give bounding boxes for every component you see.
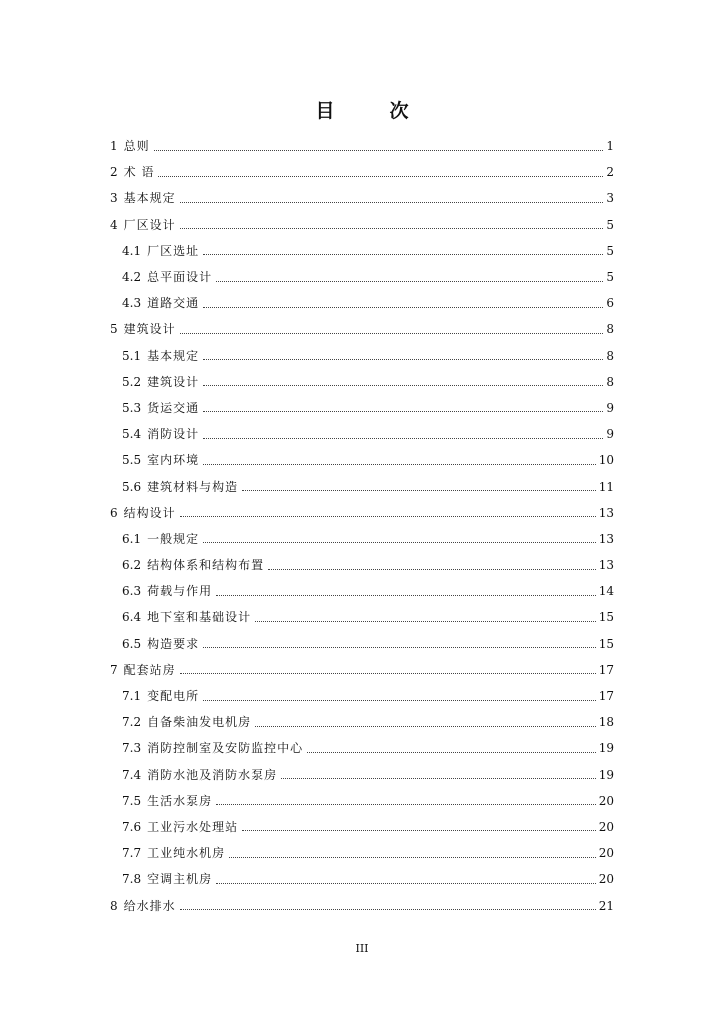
toc-entry-label: 道路交通 xyxy=(147,296,200,311)
toc-dot-leader xyxy=(180,516,596,517)
toc-entry-label: 一般规定 xyxy=(147,531,200,546)
toc-dot-leader xyxy=(242,830,596,831)
toc-entry-label: 工业纯水机房 xyxy=(147,846,226,861)
toc-entry-number: 7.6 xyxy=(122,819,142,834)
toc-entry-page: 13 xyxy=(598,558,614,573)
toc-entry[interactable] xyxy=(110,447,614,473)
toc-entry-number: 7.5 xyxy=(122,793,142,808)
toc-dot-leader xyxy=(180,228,603,229)
toc-entry-page: 20 xyxy=(598,819,614,834)
toc-dot-leader xyxy=(203,438,603,439)
toc-entry-label: 构造要求 xyxy=(147,636,200,651)
toc-entry-page: 18 xyxy=(598,715,614,730)
toc-dot-leader xyxy=(180,673,596,674)
toc-entry[interactable] xyxy=(110,735,614,761)
toc-entry-number: 1 xyxy=(110,139,118,154)
toc-dot-leader xyxy=(281,778,596,779)
toc-entry-page: 15 xyxy=(598,610,614,625)
toc-entry-number: 2 xyxy=(110,165,118,180)
toc-entry[interactable] xyxy=(110,343,614,369)
toc-entry-number: 3 xyxy=(110,191,118,206)
toc-entry-number: 5.3 xyxy=(122,400,142,415)
toc-entry-number: 5.6 xyxy=(122,479,142,494)
toc-dot-leader xyxy=(180,202,603,203)
toc-entry-page: 20 xyxy=(598,872,614,887)
toc-entry-page: 15 xyxy=(598,636,614,651)
toc-entry-label: 室内环境 xyxy=(147,453,200,468)
toc-entry-label: 术 语 xyxy=(123,165,155,180)
page-number-footer: III xyxy=(355,942,369,955)
toc-entry[interactable] xyxy=(110,369,614,395)
toc-entry-page: 17 xyxy=(598,689,614,704)
toc-entry-number: 7.3 xyxy=(122,741,142,756)
toc-entry-page: 21 xyxy=(598,898,614,913)
toc-entry-number: 5.4 xyxy=(122,427,142,442)
toc-entry-label: 厂区设计 xyxy=(123,217,176,232)
toc-entry-label: 基本规定 xyxy=(123,191,176,206)
toc-dot-leader xyxy=(203,254,603,255)
toc-entry-label: 建筑设计 xyxy=(123,322,176,337)
toc-entry[interactable] xyxy=(110,892,614,918)
toc-dot-leader xyxy=(158,176,603,177)
toc-entry-page: 8 xyxy=(606,374,614,389)
toc-entry-page: 13 xyxy=(598,505,614,520)
toc-entry-label: 配套站房 xyxy=(123,662,176,677)
toc-entry-page: 20 xyxy=(598,846,614,861)
toc-dot-leader xyxy=(203,700,596,701)
toc-entry-label: 总则 xyxy=(123,139,150,154)
toc-entry-page: 8 xyxy=(606,348,614,363)
toc-entry-page: 11 xyxy=(598,479,614,494)
toc-entry-label: 厂区选址 xyxy=(147,243,200,258)
toc-entry[interactable] xyxy=(110,421,614,447)
toc-dot-leader xyxy=(307,752,596,753)
toc-dot-leader xyxy=(216,804,596,805)
toc-entry-number: 6.4 xyxy=(122,610,142,625)
toc-dot-leader xyxy=(216,595,596,596)
toc-entry-page: 5 xyxy=(606,270,614,285)
toc-entry[interactable] xyxy=(110,814,614,840)
toc-entry-number: 6.5 xyxy=(122,636,142,651)
toc-entry-page: 6 xyxy=(606,296,614,311)
toc-entry-page: 13 xyxy=(598,531,614,546)
toc-dot-leader xyxy=(203,385,603,386)
toc-entry-label: 消防水池及消防水泵房 xyxy=(147,767,278,782)
toc-entry[interactable] xyxy=(110,316,614,342)
toc-entry-label: 自备柴油发电机房 xyxy=(147,715,252,730)
toc-entry-label: 工业污水处理站 xyxy=(147,819,239,834)
toc-entry[interactable] xyxy=(110,238,614,264)
toc-entry-page: 5 xyxy=(606,243,614,258)
toc-entry-number: 7.1 xyxy=(122,689,142,704)
toc-entry-label: 建筑材料与构造 xyxy=(147,479,239,494)
toc-entry[interactable] xyxy=(110,264,614,290)
toc-entry-label: 基本规定 xyxy=(147,348,200,363)
toc-entry-label: 结构体系和结构布置 xyxy=(147,558,265,573)
toc-dot-leader xyxy=(203,647,596,648)
toc-entry-number: 5 xyxy=(110,322,118,337)
toc-entry-page: 10 xyxy=(598,453,614,468)
toc-entry[interactable] xyxy=(110,290,614,316)
table-of-contents xyxy=(110,133,614,919)
toc-entry-number: 6.3 xyxy=(122,584,142,599)
toc-entry-number: 7.2 xyxy=(122,715,142,730)
toc-entry-number: 7.8 xyxy=(122,872,142,887)
toc-entry-number: 5.2 xyxy=(122,374,142,389)
toc-entry-number: 7.4 xyxy=(122,767,142,782)
toc-entry[interactable] xyxy=(110,788,614,814)
toc-entry-label: 总平面设计 xyxy=(147,270,213,285)
toc-dot-leader xyxy=(216,281,603,282)
toc-entry-number: 4 xyxy=(110,217,118,232)
toc-entry-label: 建筑设计 xyxy=(147,374,200,389)
toc-entry-number: 4.1 xyxy=(122,243,142,258)
toc-entry[interactable] xyxy=(110,631,614,657)
toc-entry-number: 7 xyxy=(110,662,118,677)
toc-entry[interactable] xyxy=(110,762,614,788)
toc-entry-page: 14 xyxy=(598,584,614,599)
toc-entry[interactable] xyxy=(110,657,614,683)
page-title: 目 次 xyxy=(315,100,427,122)
toc-dot-leader xyxy=(203,359,603,360)
toc-entry[interactable] xyxy=(110,473,614,499)
toc-dot-leader xyxy=(154,150,603,151)
toc-dot-leader xyxy=(268,569,596,570)
toc-entry-label: 荷载与作用 xyxy=(147,584,213,599)
toc-entry-label: 消防设计 xyxy=(147,427,200,442)
toc-entry-number: 5.5 xyxy=(122,453,142,468)
toc-dot-leader xyxy=(255,621,596,622)
toc-dot-leader xyxy=(255,726,596,727)
toc-entry[interactable] xyxy=(110,840,614,866)
toc-dot-leader xyxy=(180,333,603,334)
toc-entry-number: 8 xyxy=(110,898,118,913)
toc-entry-page: 2 xyxy=(606,165,614,180)
toc-entry-page: 19 xyxy=(598,767,614,782)
toc-entry-number: 4.3 xyxy=(122,296,142,311)
toc-entry[interactable] xyxy=(110,159,614,185)
toc-entry-number: 7.7 xyxy=(122,846,142,861)
toc-entry-label: 生活水泵房 xyxy=(147,793,213,808)
toc-entry-label: 结构设计 xyxy=(123,505,176,520)
toc-entry[interactable] xyxy=(110,709,614,735)
toc-entry-page: 19 xyxy=(598,741,614,756)
toc-entry[interactable] xyxy=(110,604,614,630)
toc-entry-page: 8 xyxy=(606,322,614,337)
toc-entry-label: 地下室和基础设计 xyxy=(147,610,252,625)
toc-entry-label: 变配电所 xyxy=(147,689,200,704)
toc-entry-label: 货运交通 xyxy=(147,400,200,415)
toc-entry[interactable] xyxy=(110,683,614,709)
toc-entry-label: 给水排水 xyxy=(123,898,176,913)
toc-dot-leader xyxy=(203,307,603,308)
toc-entry-number: 4.2 xyxy=(122,270,142,285)
toc-entry[interactable] xyxy=(110,185,614,211)
toc-entry-page: 17 xyxy=(598,662,614,677)
toc-entry[interactable] xyxy=(110,578,614,604)
toc-entry-number: 6.1 xyxy=(122,531,142,546)
toc-entry-page: 1 xyxy=(606,139,614,154)
toc-dot-leader xyxy=(203,464,596,465)
toc-dot-leader xyxy=(216,883,596,884)
toc-entry[interactable] xyxy=(110,395,614,421)
toc-dot-leader xyxy=(229,857,596,858)
toc-entry[interactable] xyxy=(110,500,614,526)
toc-entry-page: 5 xyxy=(606,217,614,232)
toc-entry[interactable] xyxy=(110,866,614,892)
toc-entry[interactable] xyxy=(110,212,614,238)
toc-entry[interactable] xyxy=(110,133,614,159)
toc-dot-leader xyxy=(203,542,596,543)
toc-entry[interactable] xyxy=(110,526,614,552)
toc-entry-number: 6.2 xyxy=(122,558,142,573)
toc-entry-page: 9 xyxy=(606,400,614,415)
toc-entry-page: 3 xyxy=(606,191,614,206)
toc-entry-page: 20 xyxy=(598,793,614,808)
toc-entry-label: 空调主机房 xyxy=(147,872,213,887)
toc-dot-leader xyxy=(180,909,596,910)
toc-dot-leader xyxy=(203,411,603,412)
toc-entry-page: 9 xyxy=(606,427,614,442)
toc-entry-label: 消防控制室及安防监控中心 xyxy=(147,741,304,756)
toc-entry-number: 5.1 xyxy=(122,348,142,363)
toc-entry[interactable] xyxy=(110,552,614,578)
toc-dot-leader xyxy=(242,490,596,491)
toc-entry-number: 6 xyxy=(110,505,118,520)
